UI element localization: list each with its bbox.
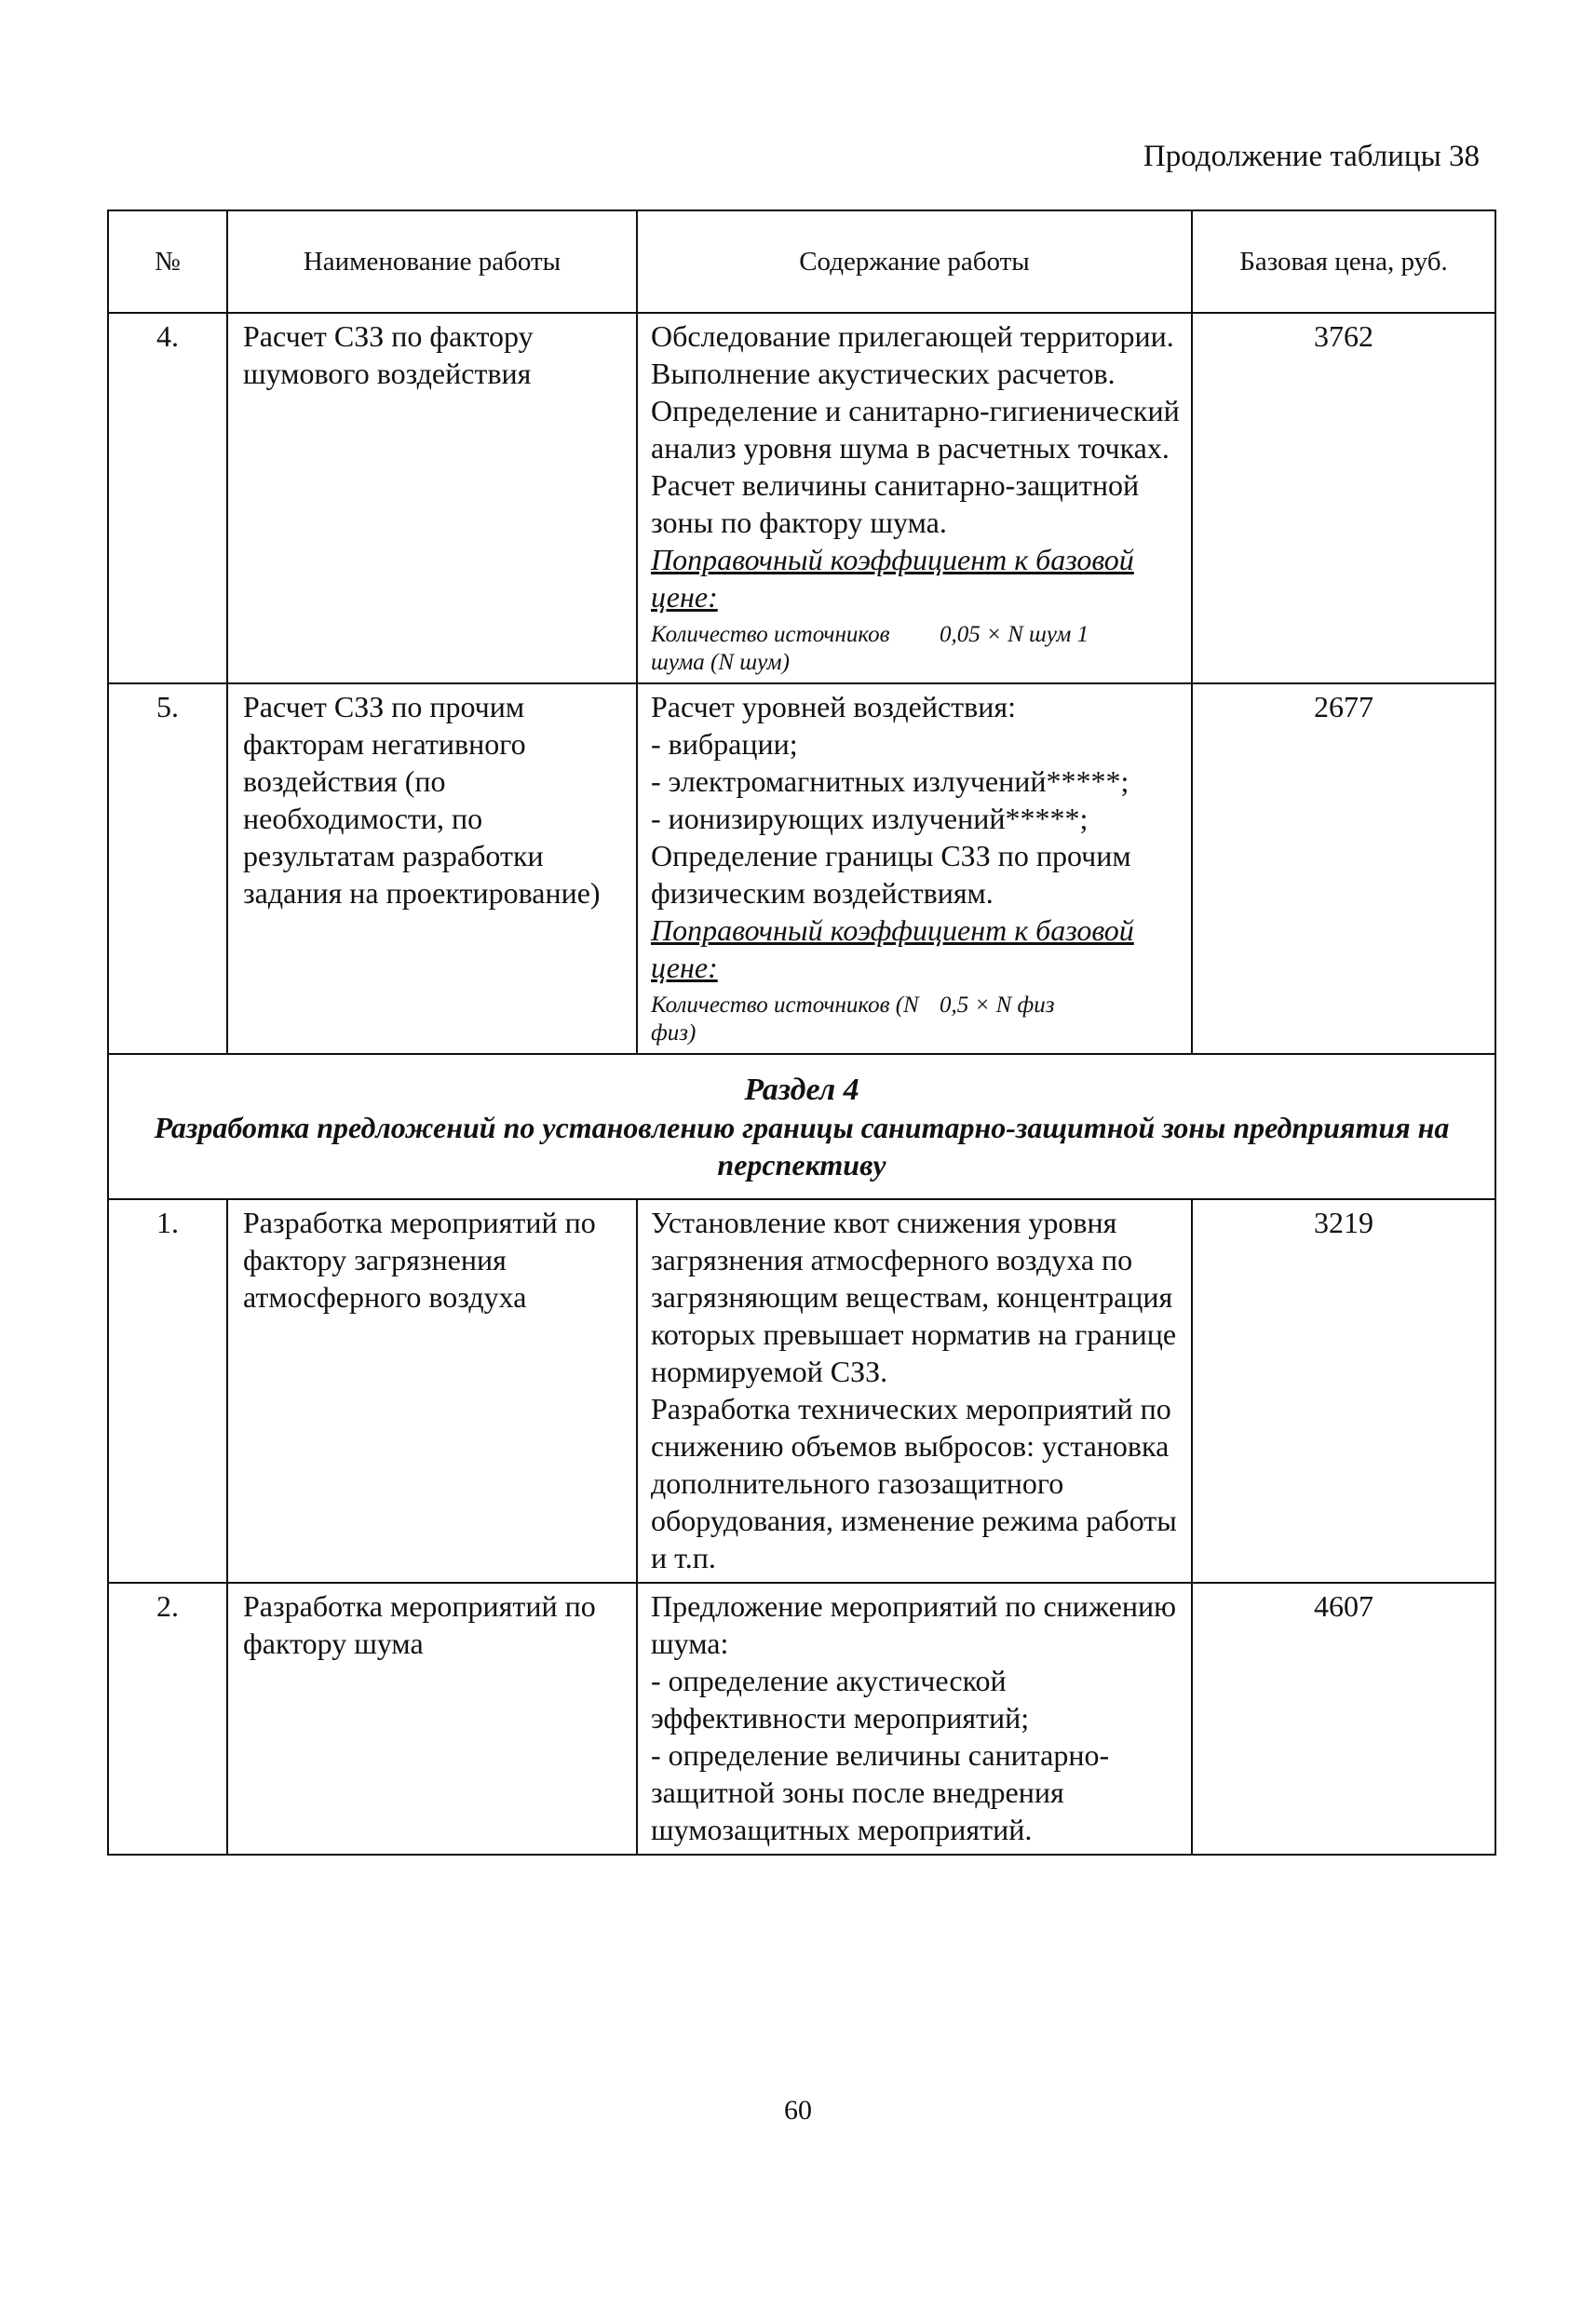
content-line: Обследование прилегающей территории.: [651, 319, 1174, 353]
section-subtitle: Разработка предложений по установлению границы санитарно-защитной зоны предприятия на перспективу: [154, 1111, 1450, 1182]
header-base-price: Базовая цена, руб.: [1192, 210, 1495, 313]
coefficient-label: Количество источников шума (N шум): [651, 622, 890, 675]
base-price: 3762: [1192, 313, 1495, 683]
content-line: - определение величины санитарно-защитной зоны после внедрения шумозащитных мероприятий.: [651, 1738, 1110, 1846]
page-number: 60: [784, 2095, 812, 2126]
correction-coefficient-title: Поправочный коэффициент к базовой цене:: [651, 543, 1134, 614]
base-price: 3219: [1192, 1199, 1495, 1583]
content-line: - вибрации;: [651, 727, 798, 761]
content-line: - электромагнитных излучений*****;: [651, 764, 1129, 798]
header-number: №: [108, 210, 227, 313]
content-line: Определение границы СЗЗ по прочим физическим воздействиям.: [651, 839, 1131, 910]
section-header-row: [108, 1054, 1495, 1199]
base-price: 4607: [1192, 1583, 1495, 1855]
section-heading: [108, 1054, 1495, 1199]
header-work-name: Наименование работы: [227, 210, 637, 313]
content-line: Установление квот снижения уровня загрязнения атмосферного воздуха по загрязняющим веществам, концентрация которых превышает норматив на границе нормируемой СЗЗ.: [651, 1206, 1177, 1388]
correction-coefficient-row: [651, 992, 1182, 1047]
table-row: [108, 1583, 1495, 1855]
table-row: [108, 1199, 1495, 1583]
content-line: Расчет величины санитарно-защитной зоны по фактору шума.: [651, 468, 1140, 539]
section-title: Раздел 4: [744, 1073, 859, 1107]
content-line: Расчет уровней воздействия:: [651, 690, 1016, 723]
row-number: 5.: [108, 683, 227, 1054]
coefficient-label: Количество источников (N физ): [651, 992, 919, 1046]
content-line: Предложение мероприятий по снижению шума:: [651, 1589, 1176, 1660]
table-header-row: [108, 210, 1495, 313]
content-line: Выполнение акустических расчетов.: [651, 357, 1116, 390]
work-content: [637, 683, 1192, 1054]
content-line: Определение и санитарно-гигиенический анализ уровня шума в расчетных точках.: [651, 394, 1180, 465]
coefficient-value: 0,05 × N шум 1: [940, 622, 1089, 647]
table-caption: Продолжение таблицы 38: [1143, 140, 1480, 173]
coefficient-value: 0,5 × N физ: [940, 992, 1055, 1018]
row-number: 4.: [108, 313, 227, 683]
price-table: [107, 209, 1496, 1856]
content-line: - ионизирующих излучений*****;: [651, 802, 1089, 835]
table-row: [108, 313, 1495, 683]
work-content: [637, 1583, 1192, 1855]
work-content: [637, 313, 1192, 683]
correction-coefficient-row: [651, 621, 1182, 677]
row-number: 1.: [108, 1199, 227, 1583]
content-line: Разработка технических мероприятий по снижению объемов выбросов: установка дополнительного газозащитного оборудования, изменение режима работы и т.п.: [651, 1392, 1177, 1574]
work-name: Разработка мероприятий по фактору шума: [227, 1583, 637, 1855]
row-number: 2.: [108, 1583, 227, 1855]
work-name: Расчет СЗЗ по фактору шумового воздействия: [227, 313, 637, 683]
header-work-content: Содержание работы: [637, 210, 1192, 313]
work-name: Расчет СЗЗ по прочим факторам негативного воздействия (по необходимости, по результатам разработки задания на проектирование): [227, 683, 637, 1054]
work-content: [637, 1199, 1192, 1583]
correction-coefficient-title: Поправочный коэффициент к базовой цене:: [651, 913, 1134, 984]
content-line: - определение акустической эффективности мероприятий;: [651, 1664, 1030, 1735]
base-price: 2677: [1192, 683, 1495, 1054]
work-name: Разработка мероприятий по фактору загрязнения атмосферного воздуха: [227, 1199, 637, 1583]
table-row: [108, 683, 1495, 1054]
